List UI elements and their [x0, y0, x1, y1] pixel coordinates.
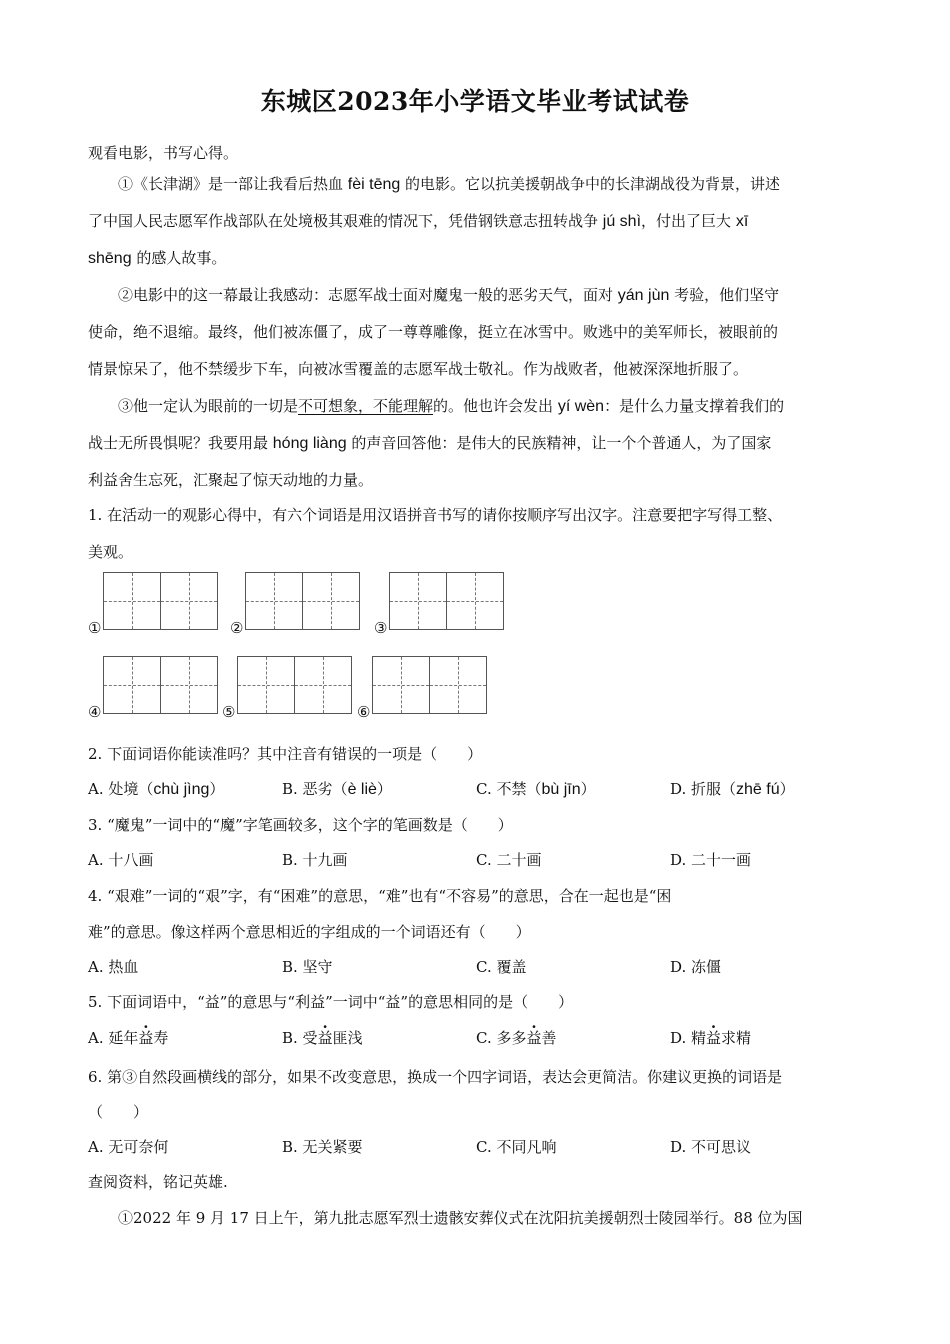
grid-cell[interactable]: [446, 572, 504, 630]
q3-option-c[interactable]: C. 二十画: [476, 851, 542, 869]
p3-line2: 战士无所畏惧呢？我要用最 hóng liàng 的声音回答他：是伟大的民族精神，让一个个普通人，为了国家: [88, 434, 772, 452]
grid-cell[interactable]: [103, 572, 161, 630]
q2-option-d[interactable]: D. 折服（zhē fú）: [670, 780, 795, 798]
p2-line2: 使命，绝不退缩。最终，他们被冻僵了，成了一尊尊雕像，挺立在冰雪中。败逃中的美军师长，被眼前的: [88, 323, 779, 341]
grid-cell[interactable]: [389, 572, 447, 630]
q3-option-a[interactable]: A. 十八画: [88, 851, 154, 869]
p3-line1: ③他一定认为眼前的一切是不可想象，不能理解的。他也许会发出 yí wèn：是什么力量支撑着我们的: [118, 397, 785, 415]
section2-p1: ①2022 年 9 月 17 日上午，第九批志愿军烈士遗骸安葬仪式在沈阳抗美援朝烈士陵园举行。88 位为国: [118, 1209, 803, 1227]
section2-heading: 查阅资料，铭记英雄.: [88, 1173, 228, 1191]
p3-line3: 利益舍生忘死，汇聚起了惊天动地的力量。: [88, 471, 374, 489]
q3-stem: 3. “魔鬼”一词中的“魔”字笔画较多，这个字的笔画数是（ ）: [88, 816, 513, 834]
q6-line2: （ ）: [88, 1103, 149, 1121]
q6-option-a[interactable]: A. 无可奈何: [88, 1138, 169, 1156]
q4-option-d[interactable]: D. 冻僵: [670, 958, 722, 976]
q2-option-b[interactable]: B. 恶劣（è liè）: [282, 780, 392, 798]
p1-line3: shēng 的感人故事。: [88, 249, 227, 267]
q6-line1: 6. 第③自然段画横线的部分，如果不改变意思，换成一个四字词语，表达会更简洁。你建议更换的词语是: [88, 1068, 783, 1086]
q5-option-d[interactable]: D. 精益求精: [670, 1029, 752, 1047]
p1-line2: 了中国人民志愿军作战部队在处境极其艰难的情况下，凭借钢铁意志扭转战争 jú shì，付出了巨大 xī: [88, 212, 749, 230]
grid-cell[interactable]: [237, 656, 295, 714]
q4-line1: 4. “艰难”一词的“艰”字，有“困难”的意思，“难”也有“不容易”的意思，合在一起也是“困: [88, 887, 672, 905]
pinyin-yiwen: yí wèn: [557, 398, 605, 415]
q2-options: [88, 779, 888, 801]
grid-cell[interactable]: [429, 656, 487, 714]
page-title: 东城区2023年小学语文毕业考试试卷: [260, 87, 690, 116]
q4-line2: 难”的意思。像这样两个意思相近的字组成的一个词语还有（ ）: [88, 923, 531, 941]
p2-line1: ②电影中的这一幕最让我感动：志愿军战士面对魔鬼一般的恶劣天气，面对 yán jùn 考验，他们坚守: [118, 286, 780, 304]
writing-grid-3[interactable]: ③: [374, 572, 514, 634]
q2-option-c[interactable]: C. 不禁（bù jīn）: [476, 780, 596, 798]
q5-stem: 5. 下面词语中，“益”的意思与“利益”一词中“益”的意思相同的是（ ）: [88, 993, 574, 1011]
pinyin-hongliang: hóng liàng: [272, 435, 347, 452]
q1-line1: 1. 在活动一的观影心得中，有六个词语是用汉语拼音书写的请你按顺序写出汉字。注意要把字写得工整、: [88, 506, 783, 524]
q4-option-c[interactable]: C. 覆盖: [476, 958, 527, 976]
writing-grid-6[interactable]: ⑥: [357, 656, 497, 718]
q6-option-d[interactable]: D. 不可思议: [670, 1138, 752, 1156]
pinyin-yanjun: yán jùn: [617, 287, 670, 304]
q5-options: [88, 1028, 888, 1050]
q4-option-b[interactable]: B. 坚守: [282, 958, 333, 976]
q3-option-d[interactable]: D. 二十一画: [670, 851, 752, 869]
q4-options: [88, 957, 888, 979]
pinyin-jushi: jú shì: [602, 213, 642, 230]
section1-heading: 观看电影，书写心得。: [88, 144, 239, 162]
grid-cell[interactable]: [160, 656, 218, 714]
p1-line1: ①《长津湖》是一部让我看后热血 fèi tēng 的电影。它以抗美援朝战争中的长津湖战役为背景，讲述: [118, 175, 781, 193]
writing-grid-1[interactable]: ①: [88, 572, 228, 634]
grid-cell[interactable]: [245, 572, 303, 630]
q5-option-c[interactable]: C. 多多益善: [476, 1029, 557, 1047]
q1-line2: 美观。: [88, 543, 134, 561]
q6-option-c[interactable]: C. 不同凡响: [476, 1138, 557, 1156]
grid-cell[interactable]: [372, 656, 430, 714]
pinyin-feiteng: fèi tēng: [347, 176, 401, 193]
q6-option-b[interactable]: B. 无关紧要: [282, 1138, 363, 1156]
underlined-phrase: 不可想象，不能理解: [298, 397, 434, 415]
q2-stem: 2. 下面词语你能读准吗？其中注音有错误的一项是（ ）: [88, 745, 483, 763]
p2-line3: 情景惊呆了，他不禁缓步下车，向被冰雪覆盖的志愿军战士敬礼。作为战败者，他被深深地折服了。: [88, 360, 749, 378]
writing-grid-2[interactable]: ②: [230, 572, 370, 634]
grid-cell[interactable]: [160, 572, 218, 630]
grid-cell[interactable]: [302, 572, 360, 630]
grid-cell[interactable]: [294, 656, 352, 714]
q6-options: [88, 1137, 888, 1159]
q3-options: [88, 850, 888, 872]
q2-option-a[interactable]: A. 处境（chù jìng）: [88, 780, 225, 798]
writing-grid-4[interactable]: ④: [88, 656, 228, 718]
pinyin-sheng: shēng: [88, 250, 132, 267]
pinyin-xi: xī: [735, 213, 749, 230]
q5-option-a[interactable]: A. 延年益寿: [88, 1029, 169, 1047]
grid-cell[interactable]: [103, 656, 161, 714]
q3-option-b[interactable]: B. 十九画: [282, 851, 348, 869]
q5-option-b[interactable]: B. 受益匪浅: [282, 1029, 363, 1047]
q4-option-a[interactable]: A. 热血: [88, 958, 139, 976]
writing-grid-5[interactable]: ⑤: [222, 656, 362, 718]
